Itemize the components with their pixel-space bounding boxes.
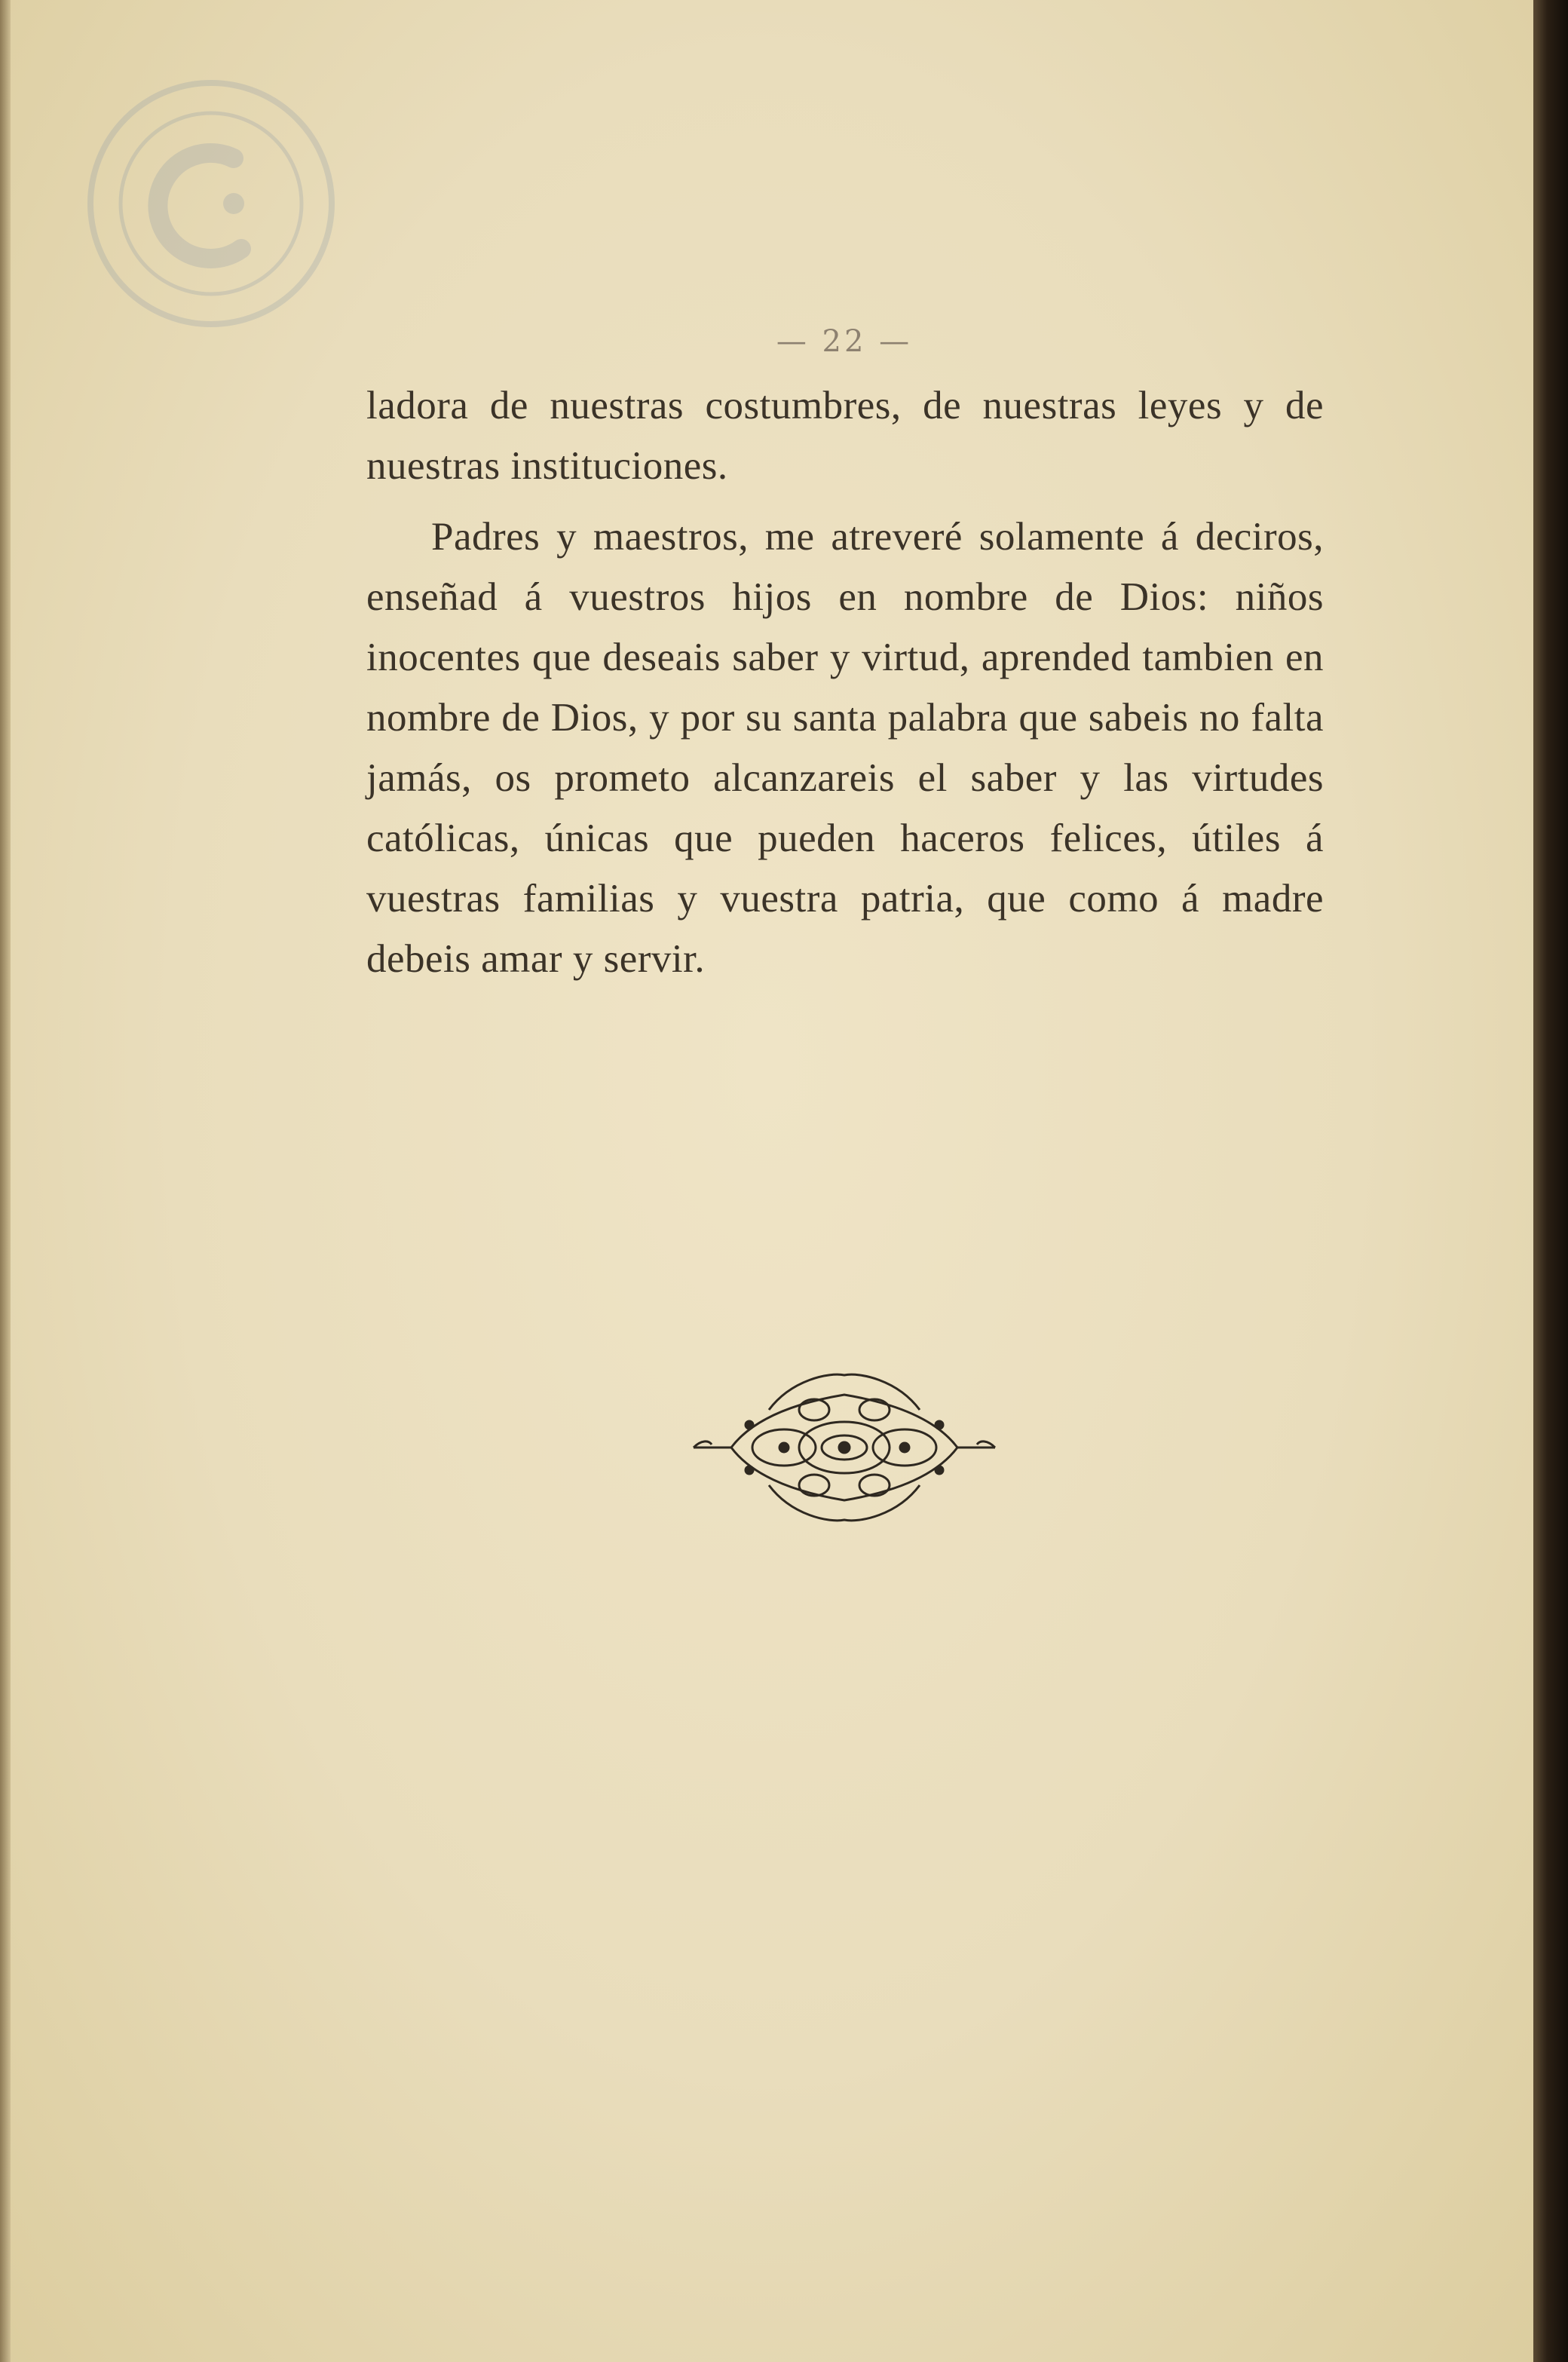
- decorative-ornament-icon: [678, 1365, 1010, 1530]
- page-edge-shadow: [1533, 0, 1568, 2362]
- book-binding-edge: [0, 0, 11, 2362]
- page-number: — 22 —: [776, 324, 913, 359]
- body-text: [366, 375, 1324, 1000]
- paragraph-2: Padres y maestros, me atreveré solamente á deciros, enseñad á vuestros hijos en nombre de Dios: niños inocentes que deseais saber y virtud, aprended tambien en nombre de Dios, y por su santa palabra que sabeis no falta jamás, os prometo alcanzareis el saber y las virtudes católicas, únicas que pueden haceros felices, útiles á vuestras familias y vuestra patria, que como á madre debeis amar y servir.: [366, 515, 1324, 981]
- paragraph-1: ladora de nuestras costumbres, de nuestras leyes y de nuestras instituciones.: [366, 384, 1324, 488]
- library-stamp-icon: [83, 75, 339, 332]
